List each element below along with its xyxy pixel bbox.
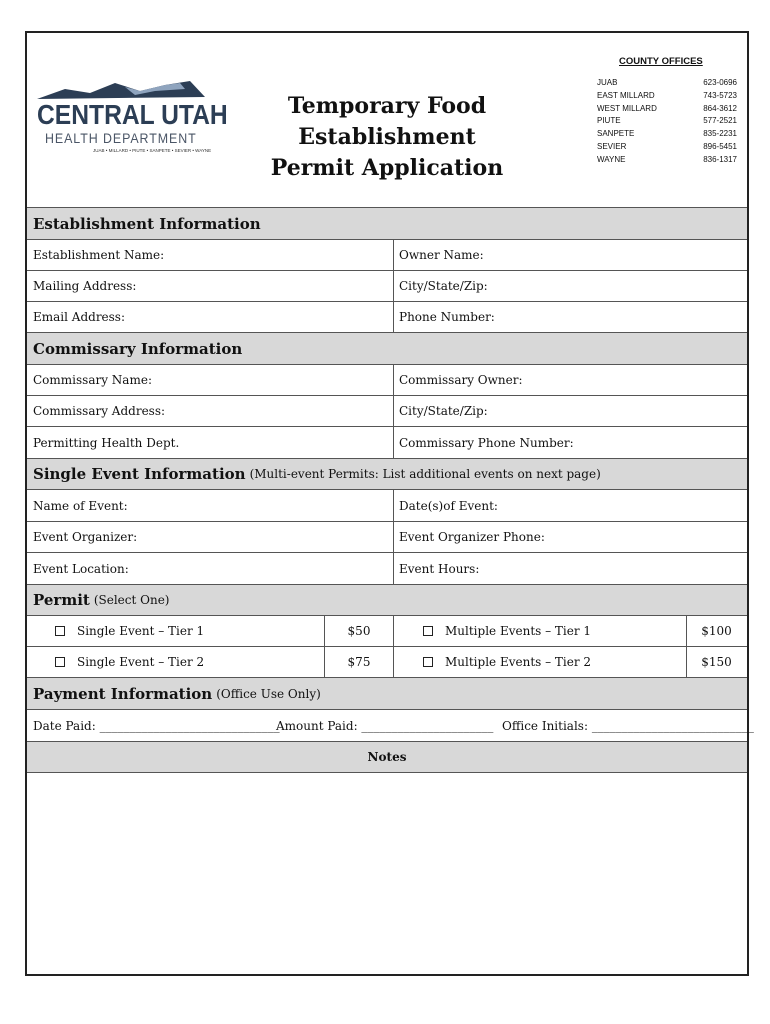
office-name: EAST MILLARD: [597, 90, 655, 100]
office-row: [597, 128, 737, 141]
commissary-heading: Commissary Information: [33, 339, 243, 358]
checkbox-icon[interactable]: [423, 626, 433, 636]
permit-option-single-tier2[interactable]: [49, 647, 319, 677]
office-phone: 864-3612: [703, 103, 737, 113]
payment-section-header: [27, 677, 747, 709]
title-line-2: Permit Application: [270, 155, 504, 181]
commissary-address-field[interactable]: Commissary Address:: [33, 404, 166, 418]
office-name: PIUTE: [597, 116, 621, 126]
permit-option-label: Multiple Events – Tier 2: [445, 655, 592, 669]
checkbox-icon[interactable]: [55, 657, 65, 667]
form-row: [27, 552, 747, 584]
payment-heading: [27, 678, 321, 709]
form-title: [197, 91, 577, 184]
event-organizer-field[interactable]: Event Organizer:: [33, 530, 138, 544]
establishment-name-field[interactable]: Establishment Name:: [33, 248, 165, 262]
form-row: [27, 364, 747, 395]
event-dates-field[interactable]: Date(s)of Event:: [399, 498, 498, 513]
office-phone: 743-5723: [703, 90, 737, 100]
permit-price: $150: [701, 655, 732, 669]
event-heading: [27, 459, 601, 489]
permit-option-label: Multiple Events – Tier 1: [445, 624, 592, 638]
permit-option-multiple-tier1[interactable]: [417, 616, 677, 646]
form-row: [27, 426, 747, 458]
office-name: WAYNE: [597, 154, 626, 164]
office-phone: 896-5451: [703, 141, 737, 151]
date-paid-field[interactable]: Date Paid: ______________________________: [33, 718, 280, 733]
office-row: [597, 103, 737, 116]
office-row: [597, 154, 737, 167]
permit-price: $50: [347, 624, 371, 638]
establishment-section-header: [27, 207, 747, 239]
office-phone: 836-1317: [703, 154, 737, 164]
notes-area[interactable]: [27, 772, 747, 975]
form-row: [27, 239, 747, 270]
commissary-name-field[interactable]: Commissary Name:: [33, 373, 152, 387]
permit-price: $100: [701, 624, 732, 638]
event-section-header: [27, 458, 747, 489]
checkbox-icon[interactable]: [55, 626, 65, 636]
office-initials-field[interactable]: Office Initials: ___________________________: [502, 718, 754, 733]
office-name: JUAB: [597, 78, 618, 87]
logo-text: CENTRAL UTAH: [37, 99, 228, 130]
commissary-city-field[interactable]: City/State/Zip:: [399, 404, 488, 418]
form-row: [27, 301, 747, 332]
amount-paid-field[interactable]: Amount Paid: ______________________: [276, 718, 494, 733]
mailing-address-field[interactable]: Mailing Address:: [33, 279, 137, 293]
notes-section-header: [27, 741, 747, 772]
office-phone: 577-2521: [703, 116, 737, 126]
office-name: SEVIER: [597, 141, 627, 151]
office-phone: 835-2231: [703, 129, 737, 139]
county-offices-list: [597, 77, 737, 167]
event-heading-text: Single Event Information: [33, 465, 246, 483]
permit-option-label: Single Event – Tier 2: [77, 655, 205, 669]
email-address-field[interactable]: Email Address:: [33, 310, 126, 324]
logo-counties: JUAB • MILLARD • PIUTE • SANPETE • SEVIER • WAYNE: [93, 148, 212, 153]
form-row: [27, 395, 747, 426]
owner-name-field[interactable]: Owner Name:: [399, 248, 484, 262]
office-phone: 623-0696: [703, 78, 737, 87]
office-row: [597, 90, 737, 103]
county-offices-title: COUNTY OFFICES: [619, 56, 703, 67]
office-row: [597, 115, 737, 128]
logo-subtext: HEALTH DEPARTMENT: [45, 131, 197, 146]
office-name: WEST MILLARD: [597, 103, 657, 113]
permit-form: [25, 31, 754, 976]
event-organizer-phone-field[interactable]: Event Organizer Phone:: [399, 530, 545, 544]
permit-option-multiple-tier2[interactable]: [417, 647, 677, 677]
phone-number-field[interactable]: Phone Number:: [399, 310, 495, 324]
event-location-field[interactable]: Event Location:: [33, 561, 129, 576]
form-row: [27, 489, 747, 521]
city-state-zip-field[interactable]: City/State/Zip:: [399, 279, 488, 293]
permit-option-single-tier1[interactable]: [49, 616, 319, 646]
establishment-heading: Establishment Information: [33, 214, 261, 233]
permit-option-row: [27, 615, 747, 646]
checkbox-icon[interactable]: [423, 657, 433, 667]
payment-row: [27, 709, 754, 741]
permit-heading: [27, 585, 169, 615]
commissary-phone-field[interactable]: Commissary Phone Number:: [399, 435, 574, 450]
permit-heading-note: (Select One): [93, 593, 170, 607]
permit-heading-text: Permit: [33, 591, 90, 609]
office-name: SANPETE: [597, 129, 635, 139]
commissary-section-header: [27, 332, 747, 364]
payment-heading-text: Payment Information: [33, 684, 213, 703]
event-name-field[interactable]: Name of Event:: [33, 498, 128, 513]
event-heading-note: (Multi-event Permits: List additional events on next page): [249, 467, 601, 481]
permit-price: $75: [347, 655, 371, 669]
form-row: [27, 521, 747, 552]
notes-heading: Notes: [367, 750, 407, 764]
office-row: [597, 141, 737, 154]
central-utah-logo: [35, 77, 228, 157]
form-row: [27, 270, 747, 301]
event-hours-field[interactable]: Event Hours:: [399, 561, 480, 576]
office-row: [597, 77, 737, 90]
title-line-1: Temporary Food Establishment: [287, 93, 487, 150]
permit-option-label: Single Event – Tier 1: [77, 624, 205, 638]
permit-section-header: [27, 584, 747, 615]
payment-heading-note: (Office Use Only): [216, 686, 321, 701]
commissary-owner-field[interactable]: Commissary Owner:: [399, 373, 523, 387]
permit-option-row: [27, 646, 747, 677]
permitting-health-dept-field[interactable]: Permitting Health Dept.: [33, 435, 180, 450]
